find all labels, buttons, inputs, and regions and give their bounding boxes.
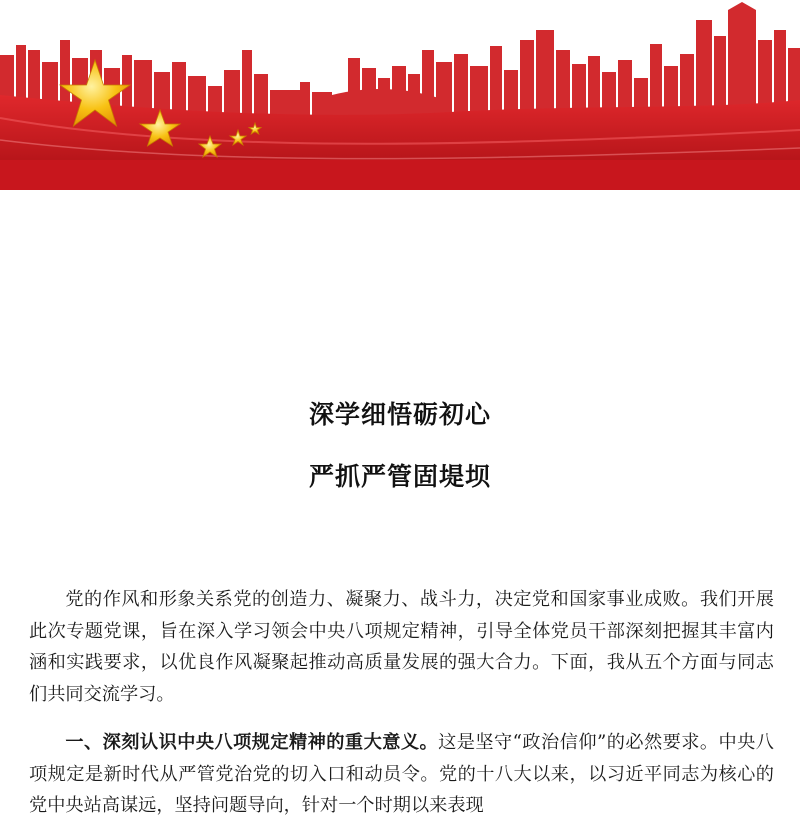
header-banner — [0, 0, 800, 190]
title-line-1: 深学细悟砺初心 — [308, 400, 491, 429]
section-text: 这是坚守“政治信仰”的必然要求。中央八项规定是新时代从严管党治党的切入口和动员令。党的十八大以来，以习近平同志为核心的党中央站高谋远，坚持问题导向，针对一个时期以来表现 — [29, 732, 774, 816]
banner-bottom-band — [0, 160, 800, 190]
paragraph-section-one — [29, 727, 774, 822]
title-line-2: 严抓严管固堤坝 — [308, 462, 491, 491]
paragraph-intro: 党的作风和形象关系党的创造力、凝聚力、战斗力，决定党和国家事业成败。我们开展此次专题党课，旨在深入学习领会中央八项规定精神，引导全体党员干部深刻把握其丰富内涵和实践要求，以优良作风凝聚起推动高质量发展的强大合力。下面，我从五个方面与同志们共同交流学习。 — [29, 589, 774, 705]
document-body — [29, 584, 774, 822]
document-title — [0, 400, 800, 492]
section-heading: 一、深刻认识中央八项规定精神的重大意义。 — [65, 732, 439, 753]
